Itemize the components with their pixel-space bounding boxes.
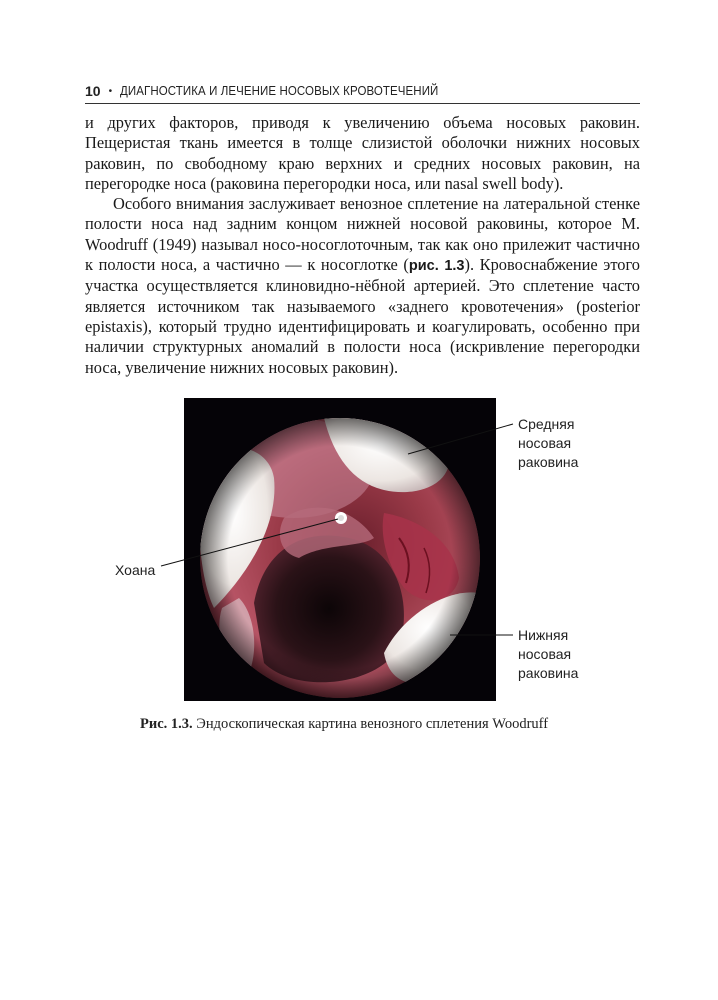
label-inferior-turbinate-text: Нижняя носовая раковина bbox=[518, 627, 579, 681]
label-middle-turbinate-text: Средняя носовая раковина bbox=[518, 416, 579, 470]
label-choana-text: Хоана bbox=[115, 562, 156, 578]
label-middle-turbinate bbox=[518, 415, 578, 472]
running-title: ДИАГНОСТИКА И ЛЕЧЕНИЕ НОСОВЫХ КРОВОТЕЧЕНИЙ bbox=[120, 84, 439, 98]
body-text bbox=[85, 113, 640, 378]
label-inferior-turbinate bbox=[518, 626, 578, 683]
header-rule bbox=[85, 103, 640, 104]
running-header bbox=[85, 80, 640, 102]
caption-label: Рис. 1.3. bbox=[140, 716, 193, 732]
caption-text: Эндоскопическая картина венозного сплетения Woodruff bbox=[192, 716, 549, 732]
paragraph-2-text-a: Особого внимания заслуживает венозное сплетение на латеральной стенке полости носа над задним концом нижней носовой раковины, которое M. Woodruff (1949) называл носо-носоглоточным, так как оно прилежит частично к полости носа, а частично — к носоглотке ( bbox=[85, 194, 640, 275]
figure-reference[interactable]: рис. 1.3 bbox=[408, 258, 465, 275]
figure-caption bbox=[140, 716, 620, 733]
paragraph-2-text-b: ). Кровоснабжение этого участка осуществляется клиновидно-нёбной артерией. Это сплетение часто является источником так называемого «заднего кровотечения» (posterior epistaxis), который трудно идентифицировать и коагулировать, особенно при наличии структурных аномалий в полости носа (искривление перегородки носа, увеличение нижних носовых раковин). bbox=[85, 255, 640, 377]
endoscopic-image bbox=[184, 398, 496, 701]
paragraph-2 bbox=[85, 194, 640, 378]
page-number: 10 bbox=[85, 83, 101, 99]
endoscopic-view-illustration bbox=[184, 398, 496, 701]
header-separator: • bbox=[108, 85, 113, 97]
paragraph-1: и других факторов, приводя к увеличению объема носовых раковин. Пещеристая ткань имеется в толще слизистой оболочки нижних носовых раковин, по свободному краю верхних и средних носовых раковин, на перегородке носа (раковина перегородки носа, или nasal swell body). bbox=[85, 113, 640, 193]
label-choana bbox=[115, 561, 155, 580]
